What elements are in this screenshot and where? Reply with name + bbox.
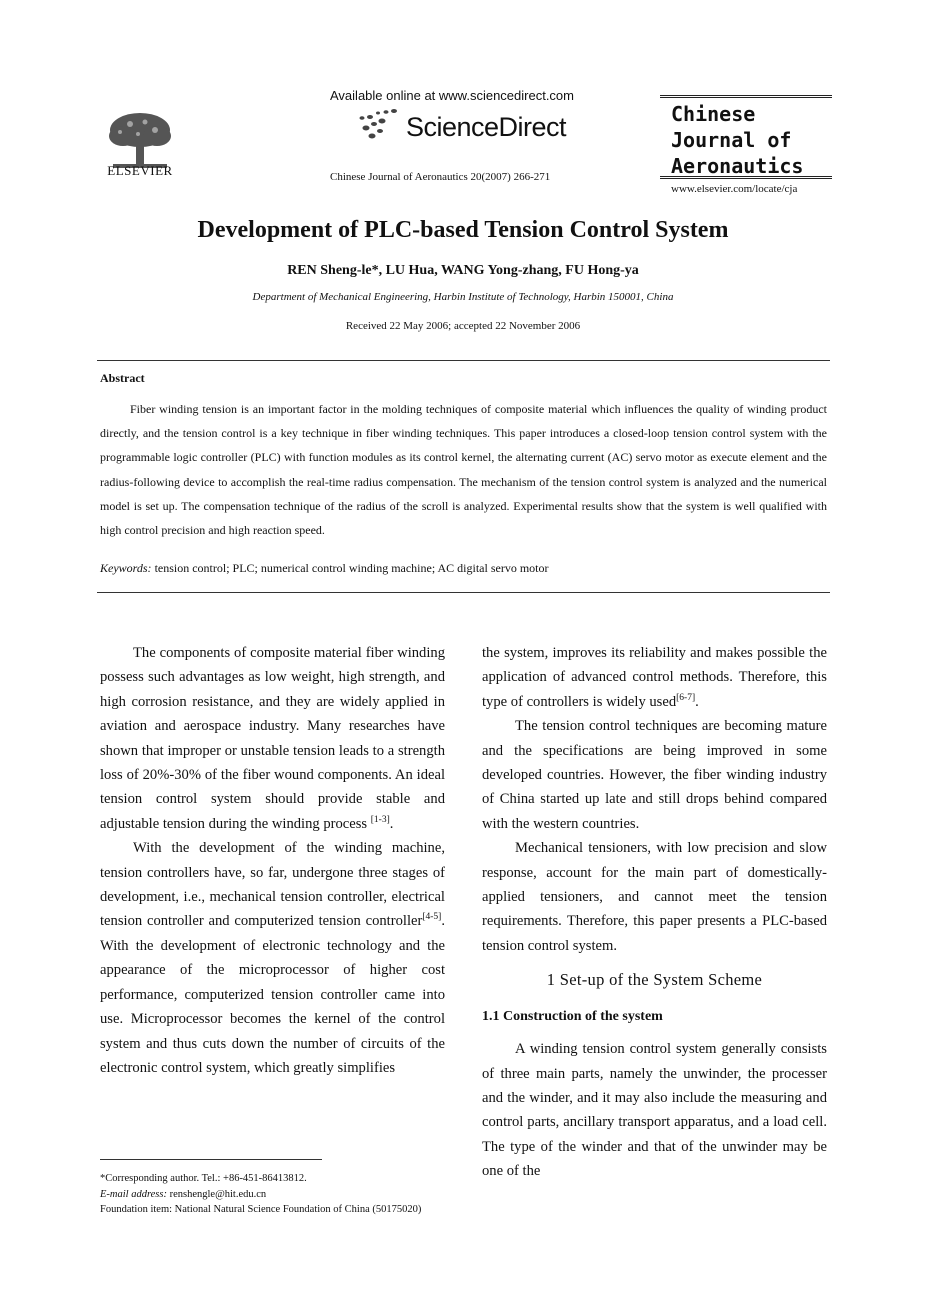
citation-ref[interactable]: [6-7]: [676, 692, 696, 703]
sciencedirect-wordmark: ScienceDirect: [406, 112, 567, 142]
journal-title-line: Aeronautics: [671, 154, 804, 178]
abstract-top-rule: [97, 360, 830, 361]
journal-title-line: Journal of: [671, 128, 792, 152]
received-dates: Received 22 May 2006; accepted 22 November 2006: [345, 320, 581, 332]
author-list: REN Sheng-le*, LU Hua, WANG Yong-zhang, FU Hong-ya: [287, 263, 639, 278]
email-address[interactable]: renshengle@hit.edu.cn: [169, 1188, 267, 1200]
body-paragraph: With the development of the winding machine, tension controllers have, so far, undergone three stages of development, i.e., mechanical tension controller, electrical tension controller and computerized tension controller[4-5]. With the development of electronic technology and the appearance of the microprocessor of higher cost performance, computerized tension controller came into use. Microprocessor becomes the kernel of the control system and thus cuts down the number of circuits of the electronic control system, which greatly simplifies: [100, 840, 445, 1076]
abstract-text: Fiber winding tension is an important factor in the molding techniques of composite material which influences the quality of winding product directly, and the tension control is a key technique in fiber winding techniques. This paper introduces a closed-loop tension control system with the programmable logic controller (PLC) with function modules as its control kernel, the alternating current (AC) servo motor as execute element and the radius-following device to accomplish the real-time radius compensation. The mechanism of the tension control system is analyzed and the numerical model is set up. The compensation technique of the radius of the scroll is analyzed. Experimental results show that the system is well qualified with high control precision and high reaction speed.: [100, 402, 827, 538]
sciencedirect-dots-icon: [356, 108, 400, 142]
body-column-right: [482, 641, 827, 1184]
body-paragraph: The components of composite material fiber winding possess such advantages as low weight, high strength, and high corrosion resistance, and they are widely applied in aviation and aerospace industry. Many researches have shown that improper or unstable tension leads to a strength loss of 20%-30% of the fiber wound components. An ideal tension control system should provide stable and adjustable tension during the winding process [1-3].: [100, 645, 445, 832]
keywords-list: tension control; PLC; numerical control winding machine; AC digital servo motor: [154, 561, 549, 575]
affiliation: Department of Mechanical Engineering, Harbin Institute of Technology, Harbin 150001, China: [252, 291, 674, 303]
email-label: E-mail address:: [100, 1188, 167, 1200]
publisher-logo-text: ELSEVIER: [107, 163, 173, 178]
keywords: [100, 561, 549, 576]
body-paragraph: The tension control techniques are becoming mature and the specifications are being improved in some developed countries. However, the fiber winding industry of China started up late and still drops behind compared with the western countries.: [482, 718, 827, 832]
citation-ref[interactable]: [1-3]: [370, 814, 390, 825]
journal-title-rule-bottom: [660, 176, 832, 182]
subsection-heading: 1.1 Construction of the system: [482, 1008, 663, 1024]
journal-reference: Chinese Journal of Aeronautics 20(2007) 266-271: [330, 171, 551, 183]
foundation-note: Foundation item: National Natural Science Foundation of China (50175020): [100, 1204, 422, 1215]
abstract-heading: Abstract: [100, 371, 145, 385]
body-paragraph: A winding tension control system generally consists of three main parts, namely the unwinder, the processer and the winder, and it may also include the measuring and control parts, ancillary transport apparatus, and a load cell. The type of the winder and that of the unwinder may be one of the: [482, 1041, 827, 1180]
available-online-link[interactable]: Available online at www.sciencedirect.com: [330, 88, 574, 103]
citation-ref[interactable]: [4-5]: [422, 912, 442, 923]
email-note: [100, 1187, 421, 1203]
body-paragraph: the system, improves its reliability and makes possible the application of advanced control methods. Therefore, this type of controllers is widely used[6-7].: [482, 645, 827, 710]
section-heading: 1 Set-up of the System Scheme: [546, 970, 763, 990]
body-column-left: [100, 641, 445, 1080]
journal-title-line: Chinese: [671, 102, 756, 126]
body-paragraph: Mechanical tensioners, with low precision and slow response, account for the main part of domestically-applied tensioners, and cannot meet the tension requirements. Therefore, this paper presents a PLC-based tension control system.: [482, 840, 827, 954]
footnote-rule: [100, 1159, 322, 1160]
corresponding-author-note: *Corresponding author. Tel.: +86-451-86413812.: [100, 1173, 307, 1184]
journal-url-link[interactable]: www.elsevier.com/locate/cja: [671, 183, 798, 195]
abstract-bottom-rule: [97, 592, 830, 593]
keywords-label: Keywords:: [100, 561, 152, 575]
paper-title: Development of PLC-based Tension Control System: [197, 217, 729, 243]
journal-title: [671, 101, 803, 179]
footnotes: [100, 1171, 421, 1218]
